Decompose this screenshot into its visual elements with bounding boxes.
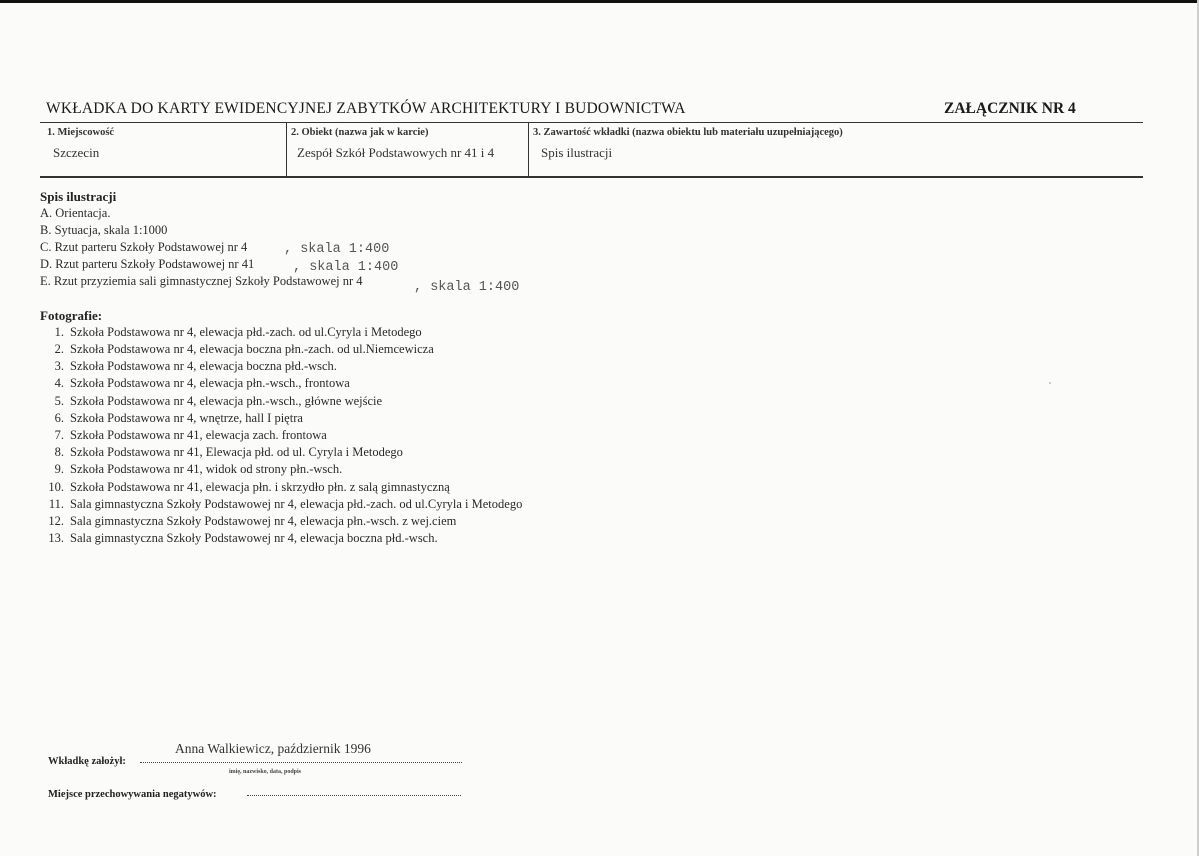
header-rule-top: [40, 122, 1143, 123]
scan-speck: [1049, 382, 1051, 384]
photo-item: [40, 514, 456, 529]
photo-number: 6.: [54, 411, 64, 425]
photo-description: Szkoła Podstawowa nr 4, elewacja płn.-wsch., frontowa: [70, 376, 350, 390]
field-divider-1: [286, 123, 287, 176]
photo-item: [40, 531, 438, 546]
field-label-object: 2. Obiekt (nazwa jak w karcie): [291, 127, 429, 138]
photo-number: 7.: [54, 428, 64, 442]
photo-description: Szkoła Podstawowa nr 4, elewacja boczna płn.-zach. od ul.Niemcewicza: [70, 342, 434, 356]
photo-description: Szkoła Podstawowa nr 41, Elewacja płd. od ul. Cyryla i Metodego: [70, 445, 403, 459]
photos-heading: Fotografie:: [40, 308, 103, 323]
photo-item: [40, 497, 522, 512]
photo-description: Szkoła Podstawowa nr 4, elewacja płn.-wsch., główne wejście: [70, 394, 383, 408]
negatives-label: Miejsce przechowywania negatywów:: [48, 789, 217, 800]
illustration-item: B. Sytuacja, skala 1:1000: [40, 223, 168, 237]
photo-item: [40, 428, 327, 443]
illustrations-heading: Spis ilustracji: [40, 189, 117, 204]
field-label-locality: 1. Miejscowość: [47, 127, 115, 138]
photo-item: [40, 411, 303, 426]
author-dotted-line: [140, 762, 462, 763]
illustration-item: C. Rzut parteru Szkoły Podstawowej nr 4: [40, 240, 248, 254]
photo-description: Szkoła Podstawowa nr 41, elewacja płn. i skrzydło płn. z salą gimnastyczną: [70, 480, 450, 494]
header-rule-bottom: [40, 176, 1143, 178]
photo-description: Sala gimnastyczna Szkoły Podstawowej nr 4, elewacja płn.-wsch. z wej.ciem: [70, 514, 457, 528]
photo-number: 11.: [48, 497, 64, 511]
photo-number: 4.: [54, 376, 64, 390]
field-divider-2: [528, 123, 529, 176]
photo-number: 9.: [54, 462, 64, 476]
typed-scale-note: , skala 1:400: [414, 280, 520, 295]
field-value-contents: Spis ilustracji: [541, 145, 613, 160]
typed-scale-note: , skala 1:400: [284, 242, 390, 257]
photo-item: [40, 325, 422, 340]
illustration-item: E. Rzut przyziemia sali gimnastycznej Szkoły Podstawowej nr 4: [40, 274, 363, 288]
photo-number: 12.: [48, 514, 64, 528]
typed-scale-note: , skala 1:400: [293, 260, 399, 275]
author-caption: imię, nazwisko, data, podpis: [229, 769, 302, 775]
negatives-dotted-line: [247, 795, 461, 796]
photo-number: 5.: [54, 394, 64, 408]
field-value-object: Zespół Szkół Podstawowych nr 41 i 4: [297, 145, 495, 160]
photo-item: [40, 462, 342, 477]
photo-description: Sala gimnastyczna Szkoły Podstawowej nr 4, elewacja boczna płd.-wsch.: [70, 531, 438, 545]
illustration-item: D. Rzut parteru Szkoły Podstawowej nr 41: [40, 257, 255, 271]
photo-number: 10.: [48, 480, 64, 494]
photo-number: 8.: [54, 445, 64, 459]
photo-description: Sala gimnastyczna Szkoły Podstawowej nr 4, elewacja płd.-zach. od ul.Cyryla i Metodego: [70, 497, 523, 511]
photo-item: [40, 394, 382, 409]
photo-item: [40, 359, 337, 374]
photo-description: Szkoła Podstawowa nr 4, elewacja płd.-zach. od ul.Cyryla i Metodego: [70, 325, 422, 339]
photo-item: [40, 342, 434, 357]
photo-number: 2.: [54, 342, 64, 356]
illustration-item: A. Orientacja.: [40, 206, 111, 220]
photo-number: 13.: [48, 531, 64, 545]
form-title: WKŁADKA DO KARTY EWIDENCYJNEJ ZABYTKÓW ARCHITEKTURY I BUDOWNICTWA: [46, 100, 686, 117]
annex-number: ZAŁĄCZNIK NR 4: [944, 100, 1076, 117]
photo-description: Szkoła Podstawowa nr 41, elewacja zach. frontowa: [70, 428, 327, 442]
photo-item: [40, 376, 350, 391]
photo-description: Szkoła Podstawowa nr 4, wnętrze, hall I piętra: [70, 411, 303, 425]
field-label-contents: 3. Zawartość wkładki (nazwa obiektu lub materiału uzupełniającego): [533, 127, 843, 138]
scan-edge-top: [0, 0, 1199, 3]
photo-item: [40, 480, 450, 495]
photo-number: 1.: [54, 325, 64, 339]
photo-description: Szkoła Podstawowa nr 41, widok od strony płn.-wsch.: [70, 462, 343, 476]
photo-item: [40, 445, 403, 460]
photo-description: Szkoła Podstawowa nr 4, elewacja boczna płd.-wsch.: [70, 359, 337, 373]
author-label: Wkładkę założył:: [48, 756, 126, 767]
field-value-locality: Szczecin: [53, 145, 100, 160]
photo-number: 3.: [54, 359, 64, 373]
author-signature-entry: Anna Walkiewicz, październik 1996: [175, 741, 371, 756]
